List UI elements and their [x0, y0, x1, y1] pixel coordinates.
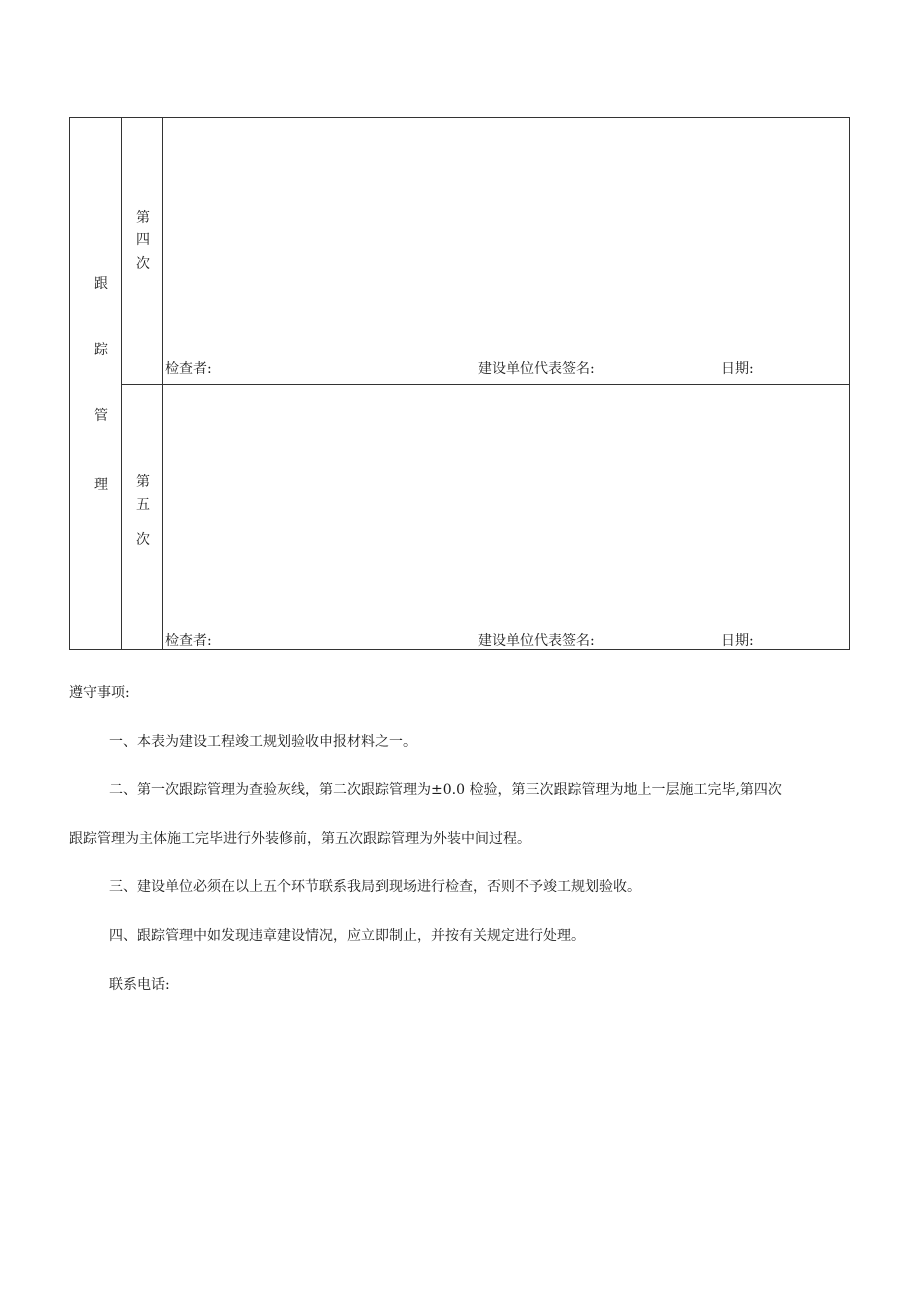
- group-label-char: 管: [94, 408, 108, 424]
- note-item: 四、跟踪管理中如发现违章建设情况，应立即制止，并按有关规定进行处理。: [109, 928, 585, 944]
- group-label-char: 跟: [94, 276, 108, 292]
- group-label-char: 理: [94, 477, 108, 493]
- inspector-label: 检查者:: [165, 361, 212, 377]
- inspector-label: 检查者:: [165, 633, 212, 649]
- row-divider: [121, 384, 849, 385]
- row-label-char: 次: [136, 256, 150, 272]
- row-label-char: 第: [136, 210, 150, 226]
- row-label-char: 四: [136, 232, 150, 248]
- rep-signature-label: 建设单位代表签名:: [478, 361, 595, 377]
- note-item: 一、本表为建设工程竣工规划验收申报材料之一。: [109, 734, 417, 750]
- date-label: 日期:: [721, 361, 754, 377]
- tracking-management-table: [69, 117, 850, 650]
- contact-phone-label: 联系电话:: [109, 977, 170, 993]
- note-item: 三、建设单位必须在以上五个环节联系我局到现场进行检查，否则不予竣工规划验收。: [109, 879, 641, 895]
- row-label-char: 第: [136, 474, 150, 490]
- rep-signature-label: 建设单位代表签名:: [478, 633, 595, 649]
- date-label: 日期:: [721, 633, 754, 649]
- group-label-char: 踪: [94, 342, 108, 358]
- note-item: 二、第一次跟踪管理为查验灰线，第二次跟踪管理为±0.0 检验，第三次跟踪管理为地上一层施工完毕,第四次: [109, 782, 782, 798]
- notes-heading: 遵守事项:: [69, 685, 130, 701]
- note-item-continuation: 跟踪管理为主体施工完毕进行外装修前，第五次跟踪管理为外装中间过程。: [69, 831, 531, 847]
- row-label-char: 次: [136, 532, 150, 548]
- row-label-char: 五: [136, 497, 150, 513]
